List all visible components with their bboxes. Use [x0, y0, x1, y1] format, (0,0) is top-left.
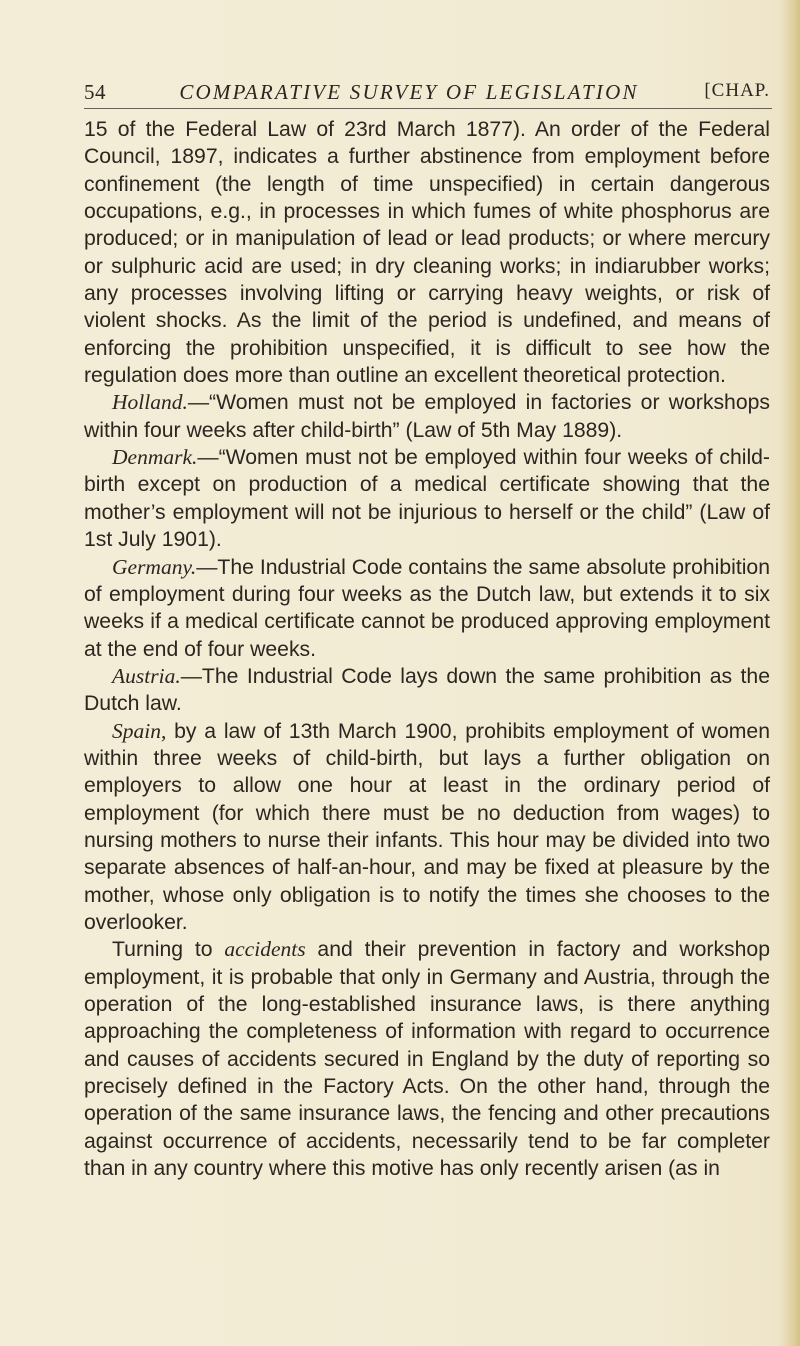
- country-heading-holland: Holland.: [112, 390, 188, 415]
- paragraph-text: —The Industrial Code contains the same absolute prohibition of employment during four weeks as the Dutch law, but extends it to six weeks if a medical certificate cannot be produced approving employment at the end of four weeks.: [84, 555, 770, 661]
- paragraph-austria: [84, 663, 770, 718]
- country-heading-germany: Germany.: [112, 554, 197, 579]
- paragraph-spain: [84, 718, 770, 937]
- paragraph-denmark: [84, 444, 770, 553]
- paragraph-text: —“Women must not be employed within four weeks of child-birth except on production of a medical certificate showing that the mother’s employment will not be injurious to herself or the child” (Law of 1st July 1901).: [84, 446, 770, 552]
- paragraph-text: —The Industrial Code lays down the same prohibition as the Dutch law.: [84, 664, 770, 716]
- paragraph-accidents: [84, 936, 770, 1182]
- page-edge-stain: [782, 0, 800, 1346]
- country-heading-austria: Austria.: [112, 663, 181, 688]
- country-heading-denmark: Denmark.: [112, 445, 198, 470]
- running-title: COMPARATIVE SURVEY OF LEGISLATION: [179, 80, 639, 104]
- paragraph-text: by a law of 13th March 1900, prohibits employment of women within three weeks of child-birth, but lays a further obligation on employers to allow one hour at least in the ordinary period of employment (for which there must be no deduction from wages) to nursing mothers to nurse their infants. This hour may be divided into two separate absences of half-an-hour, and may be fixed at pleasure by the mother, whose only obligation is to notify the times she chooses to the overlooker.: [84, 719, 770, 934]
- page-number: 54: [84, 80, 106, 104]
- country-heading-spain: Spain,: [112, 718, 167, 743]
- chapter-marker: [CHAP.: [704, 80, 770, 101]
- emphasis-accidents: accidents: [224, 937, 306, 962]
- paragraph-holland: [84, 389, 770, 444]
- paragraph-text: 15 of the Federal Law of 23rd March 1877). An order of the Federal Council, 1897, indicates a further abstinence from employment before confinement (the length of time unspecified) in certain dangerous occupations, e.g., in processes in which fumes of white phosphorus are produced; or in manipulation of lead or lead products; or where mercury or sulphuric acid are used; in dry cleaning works; in indiarubber works; any processes involving lifting or carrying heavy weights, or risk of violent shocks. As the limit of the period is undefined, and means of enforcing the prohibition unspecified, it is difficult to see how the regulation does more than outline an excellent theoretical protection.: [84, 118, 770, 388]
- running-header: [84, 78, 772, 109]
- paragraph-text: —“Women must not be employed in factories or workshops within four weeks after child-birth” (Law of 5th May 1889).: [84, 391, 770, 442]
- paragraph-text: and their prevention in factory and workshop employment, it is probable that only in Germany and Austria, through the operation of the long-established insurance laws, is there anything approaching the completeness of information with regard to occurrence and causes of accidents secured in England by the duty of reporting so precisely defined in the Factory Acts. On the other hand, through the operation of the same insurance laws, the fencing and other precautions against occurrence of accidents, necessarily tend to be far completer than in any country where this motive has only recently arisen (as in: [84, 938, 770, 1181]
- body-text: [84, 116, 770, 1182]
- paragraph-germany: [84, 554, 770, 663]
- paragraph-federal-council: [84, 116, 770, 389]
- paragraph-text-before: Turning to: [112, 938, 225, 962]
